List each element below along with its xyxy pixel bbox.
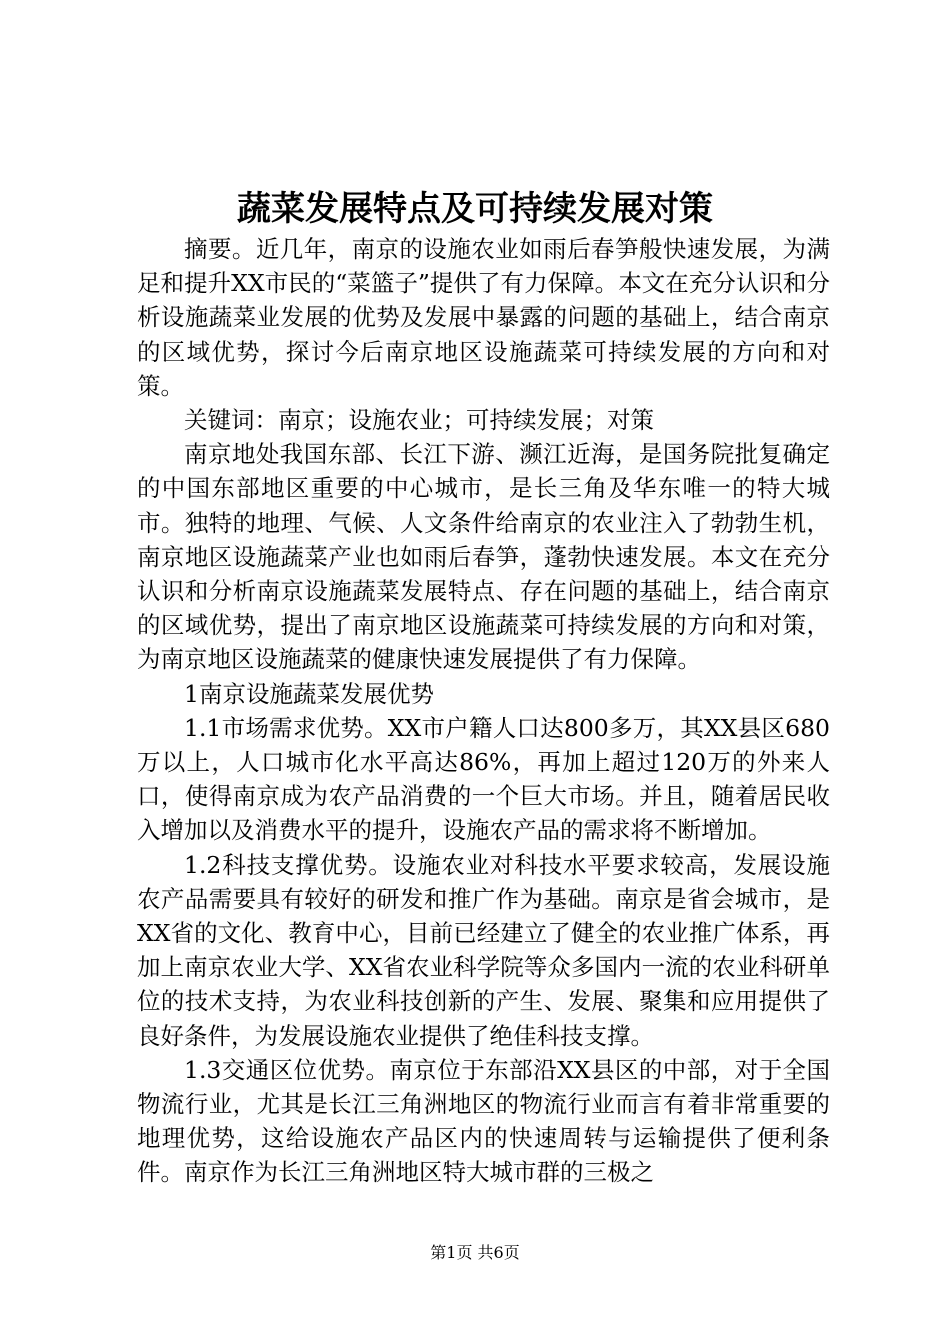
- subsection-paragraph: 1.3交通区位优势。南京位于东部沿XX县区的中部，对于全国物流行业，尤其是长江三角洲地区的物流行业而言有着非常重要的地理优势，这给设施农产品区内的快速周转与运输提供了便利条件。南京作为长江三角洲地区特大城市群的三极之: [137, 1055, 830, 1187]
- subsection-paragraph: 1.2科技支撑优势。设施农业对科技水平要求较高，发展设施农产品需要具有较好的研发和推广作为基础。南京是省会城市，是XX省的文化、教育中心，目前已经建立了健全的农业推广体系，再加上南京农业大学、XX省农业科学院等众多国内一流的农业科研单位的技术支持，为农业科技创新的产生、发展、聚集和应用提供了良好条件，为发展设施农业提供了绝佳科技支撑。: [137, 850, 830, 1050]
- document-title: 蔬菜发展特点及可持续发展对策: [237, 189, 713, 229]
- abstract-paragraph: 摘要。近几年，南京的设施农业如雨后春笋般快速发展，为满足和提升XX市民的“菜篮子”提供了有力保障。本文在充分认识和分析设施蔬菜业发展的优势及发展中暴露的问题的基础上，结合南京的区域优势，探讨今后南京地区设施蔬菜可持续发展的方向和对策。: [137, 235, 830, 400]
- section-heading: 1南京设施蔬菜发展优势: [184, 679, 434, 708]
- keywords-paragraph: 关键词：南京；设施农业；可持续发展；对策: [184, 406, 654, 435]
- subsection-paragraph: 1.1市场需求优势。XX市户籍人口达800多万，其XX县区680万以上，人口城市化水平高达86%，再加上超过120万的外来人口，使得南京成为农产品消费的一个巨大市场。并且，随着居民收入增加以及消费水平的提升，设施农产品的需求将不断增加。: [137, 713, 830, 845]
- document-body: [137, 232, 830, 1190]
- intro-paragraph: 南京地处我国东部、长江下游、濒江近海，是国务院批复确定的中国东部地区重要的中心城市，是长三角及华东唯一的特大城市。独特的地理、气候、人文条件给南京的农业注入了勃勃生机，南京地区设施蔬菜产业也如雨后春笋，蓬勃快速发展。本文在充分认识和分析南京设施蔬菜发展特点、存在问题的基础上，结合南京的区域优势，提出了南京地区设施蔬菜可持续发展的方向和对策，为南京地区设施蔬菜的健康快速发展提供了有力保障。: [137, 440, 830, 674]
- page-footer: 第1页 共6页: [430, 1243, 520, 1262]
